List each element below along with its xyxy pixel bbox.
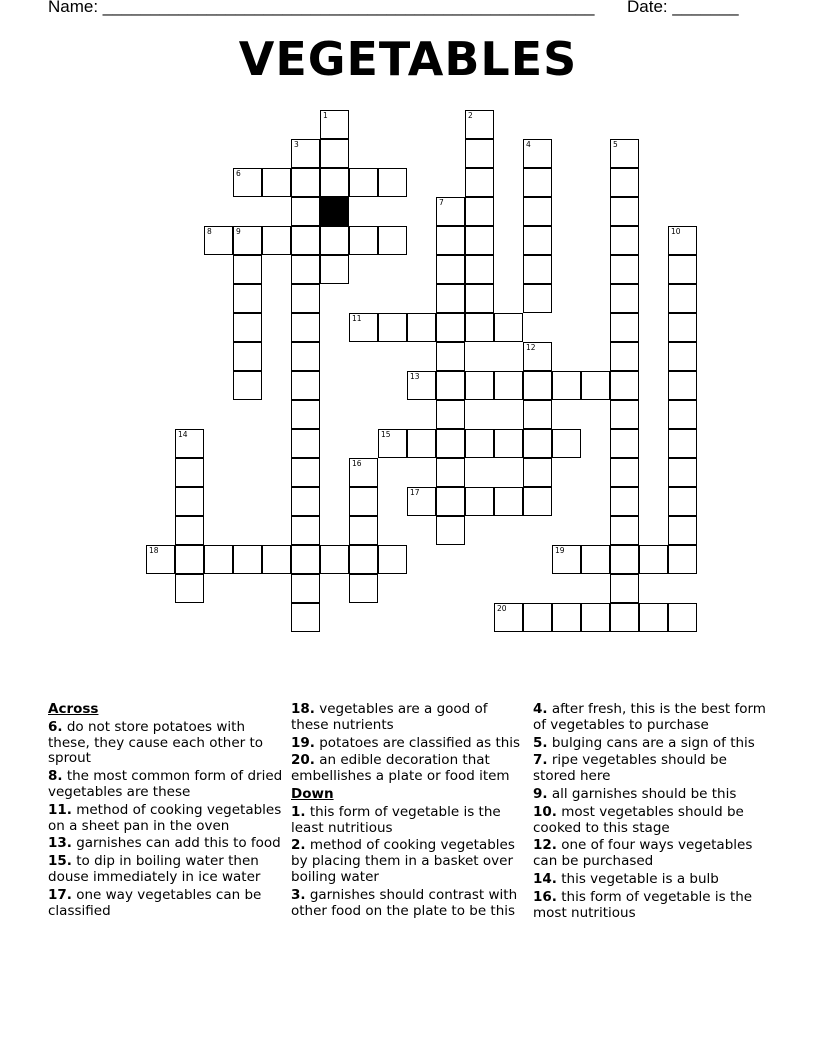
- crossword-cell[interactable]: [610, 603, 639, 632]
- clue-number-label: 4: [526, 140, 531, 149]
- clue-number: 16.: [533, 888, 557, 905]
- clue-number: 1.: [291, 803, 306, 820]
- crossword-cell[interactable]: [610, 255, 639, 284]
- crossword-cell[interactable]: [465, 139, 494, 168]
- clue-number: 14.: [533, 870, 557, 887]
- clue-number: 6.: [48, 718, 63, 735]
- clue-number-label: 13: [410, 372, 420, 381]
- crossword-cell[interactable]: [291, 545, 320, 574]
- crossword-cell[interactable]: [175, 458, 204, 487]
- crossword-cell[interactable]: [349, 574, 378, 603]
- crossword-cell[interactable]: [581, 545, 610, 574]
- clue-column-1: [48, 702, 283, 921]
- clue-across-13: [48, 836, 283, 852]
- crossword-cell[interactable]: [610, 313, 639, 342]
- crossword-cell[interactable]: [668, 429, 697, 458]
- clue-text: this form of vegetable is the most nutritious: [533, 888, 753, 921]
- crossword-cell[interactable]: [668, 487, 697, 516]
- crossword-cell[interactable]: [436, 458, 465, 487]
- crossword-cell[interactable]: [523, 226, 552, 255]
- crossword-cell[interactable]: [262, 545, 291, 574]
- crossword-cell[interactable]: [378, 313, 407, 342]
- crossword-cell[interactable]: [465, 226, 494, 255]
- clue-text: an edible decoration that embellishes a plate or food item: [291, 752, 510, 785]
- crossword-cell[interactable]: [552, 603, 581, 632]
- clue-number-label: 1: [323, 111, 328, 120]
- clue-number-label: 5: [613, 140, 618, 149]
- crossword-cell[interactable]: [523, 458, 552, 487]
- clue-across-8: [48, 769, 283, 801]
- crossword-cell[interactable]: [291, 400, 320, 429]
- clue-number: 11.: [48, 801, 72, 818]
- crossword-cell[interactable]: [291, 284, 320, 313]
- clue-number-label: 8: [207, 227, 212, 236]
- clue-text: do not store potatoes with these, they cause each other to sprout: [48, 718, 264, 767]
- crossword-cell[interactable]: [523, 371, 552, 400]
- clue-number-label: 17: [410, 488, 420, 497]
- crossword-cell[interactable]: [668, 313, 697, 342]
- crossword-cell[interactable]: [668, 400, 697, 429]
- crossword-cell[interactable]: [610, 429, 639, 458]
- crossword-cell[interactable]: [610, 487, 639, 516]
- crossword-cell[interactable]: [233, 342, 262, 371]
- crossword-cell[interactable]: [320, 255, 349, 284]
- clue-text: vegetables are a good of these nutrients: [291, 701, 488, 733]
- crossword-cell[interactable]: [610, 458, 639, 487]
- name-field[interactable]: Name: ____________________________________________________: [48, 0, 595, 16]
- clue-down-4: [533, 702, 768, 734]
- crossword-cell[interactable]: [610, 168, 639, 197]
- crossword-cell[interactable]: [407, 429, 436, 458]
- clue-number: 12.: [533, 837, 557, 854]
- crossword-cell[interactable]: [349, 226, 378, 255]
- clue-number: 8.: [48, 768, 63, 785]
- crossword-cell[interactable]: [175, 516, 204, 545]
- crossword-cell[interactable]: [320, 168, 349, 197]
- crossword-cell[interactable]: [320, 226, 349, 255]
- crossword-cell[interactable]: [175, 487, 204, 516]
- clue-number-label: 20: [497, 604, 507, 613]
- clue-down-1: [291, 805, 526, 837]
- crossword-cell[interactable]: [349, 487, 378, 516]
- crossword-cell[interactable]: [523, 429, 552, 458]
- clue-across-18: [291, 702, 526, 734]
- clue-number: 15.: [48, 853, 72, 870]
- crossword-cell[interactable]: [523, 400, 552, 429]
- clue-number: 2.: [291, 837, 306, 854]
- crossword-cell[interactable]: [668, 255, 697, 284]
- clue-number-label: 12: [526, 343, 536, 352]
- clue-column-3: [533, 702, 768, 923]
- crossword-cell[interactable]: [291, 516, 320, 545]
- clue-down-7: [533, 753, 768, 785]
- crossword-cell[interactable]: [552, 371, 581, 400]
- crossword-cell[interactable]: [668, 342, 697, 371]
- crossword-cell[interactable]: [523, 487, 552, 516]
- clue-number: 9.: [533, 785, 548, 802]
- crossword-cell[interactable]: [233, 371, 262, 400]
- clue-down-9: [533, 787, 768, 803]
- crossword-cell[interactable]: [291, 371, 320, 400]
- crossword-cell[interactable]: [610, 342, 639, 371]
- crossword-cell[interactable]: [668, 516, 697, 545]
- crossword-cell[interactable]: [523, 255, 552, 284]
- clue-text: most vegetables should be cooked to this stage: [533, 803, 744, 836]
- clue-text: the most common form of dried vegetables are these: [48, 768, 283, 800]
- crossword-cell[interactable]: [349, 545, 378, 574]
- clue-text: after fresh, this is the best form of vegetables to purchase: [533, 701, 766, 733]
- clue-text: all garnishes should be this: [551, 785, 737, 802]
- clue-down-5: [533, 736, 768, 752]
- clue-text: one way vegetables can be classified: [48, 886, 262, 919]
- crossword-cell[interactable]: [610, 284, 639, 313]
- crossword-cell[interactable]: [262, 168, 291, 197]
- clue-text: one of four ways vegetables can be purchased: [533, 837, 753, 870]
- crossword-cell[interactable]: [494, 313, 523, 342]
- clue-across-17: [48, 888, 283, 920]
- crossword-cell[interactable]: [349, 516, 378, 545]
- clue-number: 18.: [291, 701, 315, 717]
- crossword-cell[interactable]: [436, 487, 465, 516]
- across-heading: Across: [48, 701, 99, 717]
- clue-number-label: 10: [671, 227, 681, 236]
- crossword-cell[interactable]: [233, 545, 262, 574]
- clue-text: ripe vegetables should be stored here: [533, 752, 727, 785]
- crossword-cell[interactable]: [610, 371, 639, 400]
- crossword-cell[interactable]: [436, 371, 465, 400]
- blocked-cell: [320, 197, 349, 226]
- crossword-cell[interactable]: [291, 197, 320, 226]
- clue-text: garnishes can add this to food: [76, 835, 281, 852]
- crossword-cell[interactable]: [465, 168, 494, 197]
- crossword-cell[interactable]: [552, 429, 581, 458]
- crossword-cell[interactable]: [291, 458, 320, 487]
- crossword-cell[interactable]: [610, 545, 639, 574]
- crossword-cell[interactable]: [233, 313, 262, 342]
- clue-number-label: 15: [381, 430, 391, 439]
- crossword-cell[interactable]: [581, 603, 610, 632]
- date-field[interactable]: Date: _______: [627, 0, 739, 16]
- crossword-cell[interactable]: [494, 429, 523, 458]
- crossword-cell[interactable]: [378, 168, 407, 197]
- crossword-cell[interactable]: [320, 545, 349, 574]
- crossword-cell[interactable]: [378, 226, 407, 255]
- clue-across-6: [48, 720, 283, 767]
- crossword-cell[interactable]: [494, 371, 523, 400]
- clue-number: 5.: [533, 734, 548, 751]
- crossword-cell[interactable]: [291, 226, 320, 255]
- crossword-cell[interactable]: [436, 429, 465, 458]
- clue-number-label: 9: [236, 227, 241, 236]
- page-title: VEGETABLES: [238, 32, 578, 86]
- crossword-cell[interactable]: [523, 284, 552, 313]
- crossword-cell[interactable]: [668, 603, 697, 632]
- crossword-cell[interactable]: [639, 603, 668, 632]
- clue-text: this vegetable is a bulb: [561, 870, 719, 887]
- crossword-cell[interactable]: [436, 342, 465, 371]
- clue-down-14: [533, 872, 768, 888]
- crossword-cell[interactable]: [668, 284, 697, 313]
- crossword-cell[interactable]: [349, 168, 378, 197]
- clue-number-label: 16: [352, 459, 362, 468]
- clue-number: 13.: [48, 835, 72, 852]
- crossword-cell[interactable]: [378, 545, 407, 574]
- clue-number-label: 6: [236, 169, 241, 178]
- crossword-cell[interactable]: [291, 574, 320, 603]
- crossword-cell[interactable]: [436, 284, 465, 313]
- clue-number: 19.: [291, 734, 315, 751]
- crossword-cell[interactable]: [465, 429, 494, 458]
- crossword-cell[interactable]: [175, 545, 204, 574]
- crossword-cell[interactable]: [610, 226, 639, 255]
- clue-number: 10.: [533, 803, 557, 820]
- crossword-cell[interactable]: [291, 168, 320, 197]
- crossword-cell[interactable]: [291, 313, 320, 342]
- down-heading: Down: [291, 785, 334, 802]
- clue-text: method of cooking vegetables by placing them in a basket over boiling water: [291, 837, 515, 885]
- crossword-cell[interactable]: [581, 371, 610, 400]
- crossword-cell[interactable]: [668, 458, 697, 487]
- clue-number-label: 19: [555, 546, 565, 555]
- clue-number-label: 7: [439, 198, 444, 207]
- crossword-cell[interactable]: [262, 226, 291, 255]
- crossword-cell[interactable]: [465, 371, 494, 400]
- crossword-cell[interactable]: [291, 487, 320, 516]
- crossword-cell[interactable]: [523, 197, 552, 226]
- clue-text: potatoes are classified as this: [319, 734, 521, 751]
- clue-number: 20.: [291, 752, 315, 769]
- crossword-cell[interactable]: [639, 545, 668, 574]
- clue-number-label: 3: [294, 140, 299, 149]
- crossword-cell[interactable]: [436, 313, 465, 342]
- clue-down-2: [291, 838, 526, 885]
- crossword-cell[interactable]: [233, 284, 262, 313]
- clue-text: method of cooking vegetables on a sheet pan in the oven: [48, 801, 282, 834]
- clue-number: 4.: [533, 701, 548, 717]
- clue-number-label: 2: [468, 111, 473, 120]
- clue-across-15: [48, 854, 283, 886]
- clue-text: garnishes should contrast with other food on the plate to be this: [291, 886, 518, 919]
- crossword-cell[interactable]: [436, 516, 465, 545]
- crossword-cell[interactable]: [291, 342, 320, 371]
- clue-text: this form of vegetable is the least nutritious: [291, 803, 501, 836]
- crossword-cell[interactable]: [465, 284, 494, 313]
- crossword-cell[interactable]: [175, 574, 204, 603]
- crossword-cell[interactable]: [465, 197, 494, 226]
- clue-down-10: [533, 805, 768, 837]
- crossword-cell[interactable]: [494, 487, 523, 516]
- clue-across-11: [48, 803, 283, 835]
- crossword-cell[interactable]: [668, 545, 697, 574]
- clue-down-12: [533, 838, 768, 870]
- crossword-cell[interactable]: [291, 429, 320, 458]
- clue-across-20: [291, 753, 526, 785]
- crossword-cell[interactable]: [436, 255, 465, 284]
- crossword-cell[interactable]: [668, 371, 697, 400]
- crossword-cell[interactable]: [291, 255, 320, 284]
- clue-number-label: 11: [352, 314, 362, 323]
- crossword-cell[interactable]: [465, 255, 494, 284]
- clue-across-19: [291, 736, 526, 752]
- crossword-cell[interactable]: [320, 139, 349, 168]
- crossword-cell[interactable]: [233, 255, 262, 284]
- clue-number-label: 18: [149, 546, 159, 555]
- crossword-cell[interactable]: [465, 313, 494, 342]
- clue-down-16: [533, 890, 768, 922]
- clue-number: 7.: [533, 752, 548, 769]
- crossword-cell[interactable]: [436, 400, 465, 429]
- clue-column-2: [291, 702, 526, 921]
- crossword-cell[interactable]: [610, 197, 639, 226]
- clue-text: bulging cans are a sign of this: [551, 734, 755, 751]
- crossword-cell[interactable]: [610, 574, 639, 603]
- crossword-cell[interactable]: [204, 545, 233, 574]
- clue-down-3: [291, 888, 526, 920]
- crossword-cell[interactable]: [291, 603, 320, 632]
- clue-text: to dip in boiling water then douse immediately in ice water: [48, 853, 261, 885]
- crossword-cell[interactable]: [407, 313, 436, 342]
- clue-number: 17.: [48, 886, 72, 903]
- clue-number: 3.: [291, 886, 306, 903]
- crossword-cell[interactable]: [523, 603, 552, 632]
- crossword-cell[interactable]: [436, 226, 465, 255]
- crossword-cell[interactable]: [610, 516, 639, 545]
- crossword-cell[interactable]: [523, 168, 552, 197]
- crossword-cell[interactable]: [465, 487, 494, 516]
- clue-number-label: 14: [178, 430, 188, 439]
- crossword-cell[interactable]: [610, 400, 639, 429]
